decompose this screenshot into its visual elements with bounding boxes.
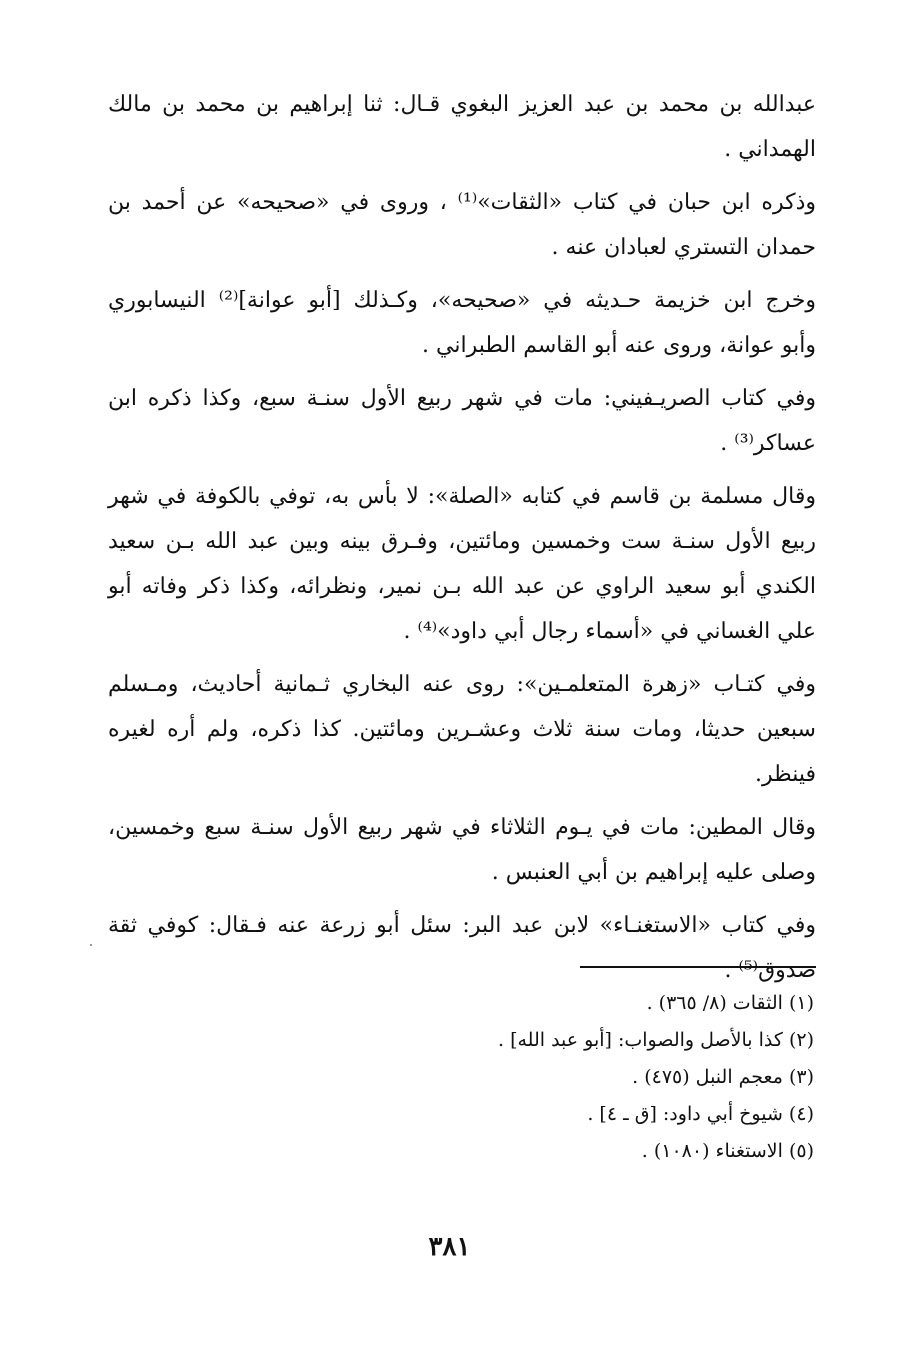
text-line: وأبو عوانة، وروى عنه أبو القاسم الطبراني . <box>422 333 816 358</box>
footnote-4: (٤) شيوخ أبي داود: [ق ـ ٤] . <box>587 1103 814 1125</box>
text-line: صدوق⁽⁵⁾ . <box>724 958 816 983</box>
text-line: وفي كتـاب «زهرة المتعلمـين»: روى عنه البخاري ثـمانية أحاديث، ومـسلم <box>108 672 816 697</box>
footnote-5: (٥) الاستغناء (١٠٨٠) . <box>641 1140 814 1162</box>
text-line: وصلى عليه إبراهيم بن أبي العنبس . <box>491 860 816 885</box>
paragraph-7 <box>108 805 816 895</box>
footnotes <box>108 985 814 1170</box>
text-line: وفي كتاب الصريـفيني: مات في شهر ربيع الأول سنـة سبع، وكذا ذكره ابن <box>108 386 816 411</box>
paragraph-2 <box>108 180 816 270</box>
paragraph-3 <box>108 278 816 368</box>
text-line: وقال المطين: مات في يـوم الثلاثاء في شهر ربيع الأول سنـة سبع وخمسين، <box>108 815 816 840</box>
paragraph-6 <box>108 662 816 797</box>
text-line: ربيع الأول سنـة ست وخمسين ومائتين، وفـرق بينه وبين عبد الله بـن سعيد <box>108 529 816 554</box>
footnote-separator <box>580 966 816 968</box>
text-line: حمدان التستري لعبادان عنه . <box>551 235 816 260</box>
paragraph-1 <box>108 82 816 172</box>
paragraph-8 <box>108 903 816 993</box>
text-line: وذكره ابن حبان في كتاب «الثقات»⁽¹⁾ ، وروى في «صحيحه» عن أحمد بن <box>108 190 816 215</box>
text-line: علي الغساني في «أسماء رجال أبي داود»⁽⁴⁾ . <box>403 619 816 644</box>
text-line: فينظر. <box>755 762 816 787</box>
text-line: عبدالله بن محمد بن عبد العزيز البغوي قـال: ثنا إبراهيم بن محمد بن مالك <box>108 92 816 117</box>
paragraph-4 <box>108 376 816 466</box>
text-line: وخرج ابن خزيمة حـديثه في «صحيحه»، وكـذلك [أبو عوانة]⁽²⁾ النيسابوري <box>108 288 816 313</box>
text-line: الكندي أبو سعيد الراوي عن عبد الله بـن نمير، ونظرائه، وكذا ذكر وفاته أبو <box>108 574 816 599</box>
footnote-3: (٣) معجم النبل (٤٧٥) . <box>632 1066 814 1088</box>
paragraph-5 <box>108 474 816 654</box>
text-line: وفي كتاب «الاستغنـاء» لابن عبد البر: سئل أبو زرعة عنه فـقال: كوفي ثقة <box>108 913 816 938</box>
text-line: سبعين حديثا، ومات سنة ثلاث وعشـرين ومائتين. كذا ذكره، ولم أره لغيره <box>108 717 816 742</box>
page-number: ٣٨١ <box>428 1232 471 1262</box>
text-line: الهمداني . <box>724 137 816 162</box>
text-line: عساكر⁽³⁾ . <box>720 431 816 456</box>
text-line: وقال مسلمة بن قاسم في كتابه «الصلة»: لا بأس به، توفي بالكوفة في شهر <box>108 484 816 509</box>
footnote-2: (٢) كذا بالأصل والصواب: [أبو عبد الله] . <box>498 1029 814 1051</box>
footnote-1: (١) الثقات (٨/ ٣٦٥) . <box>646 992 814 1014</box>
scan-speck <box>90 944 92 946</box>
main-text <box>108 82 816 1001</box>
